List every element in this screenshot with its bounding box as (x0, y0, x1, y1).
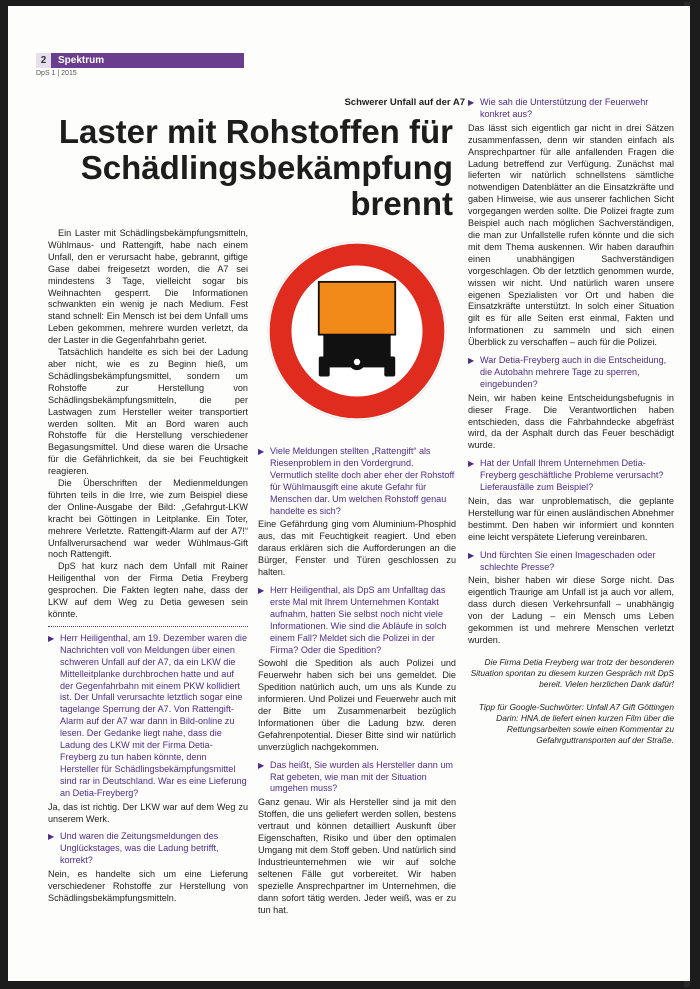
triangle-bullet-icon: ▶ (468, 459, 475, 469)
question-text: Und fürchten Sie einen Imageschaden oder schlechte Presse? (480, 549, 656, 572)
interview-question (48, 831, 248, 867)
interview-question (48, 633, 248, 800)
interview-answer: Ja, das ist richtig. Der LKW war auf dem Weg zu unserem Werk. (48, 801, 248, 824)
headline-line: Schädlingsbekämpfung (80, 149, 453, 186)
no-dangerous-goods-sign-icon (266, 240, 448, 422)
search-tip-detail: Darin: HNA.de liefert einen kurzen Film über die Rettungsarbeiten sowie einen Kommentar zu Gefahrguttransporten auf der Straße. (496, 712, 674, 745)
interview-question (468, 458, 674, 494)
paragraph: Tatsächlich handelte es sich bei der Ladung aber nicht, wie es zu Beginn hieß, um Schädlingsbekämpfungsmittel, sondern um Rohstoffe zur Herstellung von Schädlingsbekämpfungsmitteln, die per Lastwagen zum Hersteller weiter transportiert werden sollten. Mit an Bord waren auch Rohstoffe für die Herstellung verschiedener Begasungsmittel. Und diese waren die Ursache für die Gefährlichkeit, da sie bei Feuchtigkeit reagieren. (48, 347, 248, 477)
triangle-bullet-icon: ▶ (468, 550, 475, 560)
column-left (48, 228, 248, 905)
section-title: Spektrum (58, 55, 105, 66)
triangle-bullet-icon: ▶ (258, 585, 265, 595)
interview-answer: Eine Gefährdung ging vom Aluminium-Phosphid aus, das mit Feuchtigkeit reagiert. Und eben daraus erklären sich die Aufforderungen an die Bürger, Fenster und Türen geschlossen zu halten. (258, 519, 456, 578)
thanks-note: Die Firma Detia Freyberg war trotz der besonderen Situation spontan zu diesem kurzen Gespräch mit DpS bereit. Vielen herzlichen Dank dafür! (470, 656, 674, 689)
triangle-bullet-icon: ▶ (258, 760, 265, 770)
question-text: Herr Heiligenthal, am 19. Dezember waren die Nachrichten voll von Meldungen über einen schweren Unfall auf der A7, da ein LKW die Mittelleitplanke durchbrochen hatte und auf der Gegenfahrbahn mit einem PKW kollidiert ist. Der Unfall verursachte letztlich sogar eine tagelange Sperrung der A7. Von Rattengift-Alarm auf der A7 war dann in Bild-online zu lesen. Der Gedanke liegt nahe, dass die Ladung des LKW mit der Firma Detia-Freyberg zu tun haben könnte, denn Hersteller für Schädlingsbekämpfungsmittel sind rar in Deutschland. War es eine Lieferung an Detia-Freyberg? (60, 632, 248, 798)
question-text: Wie sah die Unterstützung der Feuerwehr konkret aus? (480, 97, 649, 119)
issue-label: DpS 1 | 2015 (36, 70, 77, 77)
question-text: Herr Heiligenthal, als DpS am Unfalltag das erste Mal mit Ihrem Unternehmen Kontakt aufnahm, hatten Sie selbst noch nicht viele Informationen. Wie sind die Abläufe in solch einem Fall? Meldet sich die Polizei in der Firma? Oder die Spedition? (270, 584, 447, 655)
interview-question (258, 446, 456, 517)
triangle-bullet-icon: ▶ (468, 98, 475, 107)
triangle-bullet-icon: ▶ (48, 633, 55, 643)
article-kicker: Schwerer Unfall auf der A7 (344, 97, 465, 108)
article-headline (48, 114, 453, 222)
interview-answer: Ganz genau. Wir als Hersteller sind ja mit den Stoffen, die uns geliefert werden sollen, bestens vertraut und können detailliert Auskunft über Eigenschaften, Risiko und über den optimalen Umgang mit dem Stoff geben. Und natürlich sind Industrieunternehmen wie wir auf solche seltenen Fälle gut vorbereitet. Wir haben spezielle Ansprechpartner im Unternehmen, die dann sofort tätig werden. Jeder weiß, was er zu tun hat. (258, 797, 456, 915)
paragraph: Ein Laster mit Schädlingsbekämpfungsmitteln, Wühlmaus- und Rattengift, habe nach einem Unfall, den er verursacht habe, gebrannt, giftige Gase dabei freigesetzt worden, die A7 sei mindestens 3 Tage, vielleicht sogar bis Weihnachten gesperrt. Die Informationen schwankten ein wenig je nach Medium. Fest stand schnell: Ein Mensch ist bei dem Unfall ums Leben gekommen, mehrere wurden verletzt, da der Laster in die Gegenfahrbahn geriet. (48, 228, 248, 346)
divider (48, 626, 248, 627)
magazine-page (8, 6, 690, 981)
headline-line: brennt (350, 185, 453, 222)
interview-question (258, 760, 456, 796)
section-bar (36, 53, 244, 68)
interview-question (468, 97, 674, 121)
triangle-bullet-icon: ▶ (48, 832, 55, 842)
paragraph: Die Überschriften der Medienmeldungen führten teils in die Irre, wie zum Beispiel diese der Online-Ausgabe der Bild: „Gefahrgut-LKW kracht bei Göttingen in Leitplanke. Ein Toter, mehrere Verletzte. Rattengift-Alarm auf der A7!“ Unfallverursachend war weder Wühlmaus-Gift noch Rattengift. (48, 478, 248, 560)
triangle-bullet-icon: ▶ (468, 356, 475, 366)
paragraph: DpS hat kurz nach dem Unfall mit Rainer Heiligenthal von der Firma Detia Freyberg gesprochen. Die Fakten legten nahe, dass der LKW auf dem Weg zu Detia gewesen sein könnte. (48, 561, 248, 619)
column-right (468, 97, 674, 746)
question-text: Das heißt, Sie wurden als Hersteller dann um Rat gebeten, wie man mit der Situation umgehen muss? (270, 759, 453, 794)
interview-question (468, 550, 674, 574)
search-tip: Tipp für Google-Suchwörter: Unfall A7 Gift Göttingen (478, 701, 674, 712)
headline-line: Laster mit Rohstoffen für (58, 113, 453, 150)
interview-answer: Nein, wir haben keine Entscheidungsbefugnis in dieser Frage. Die Verantwortlichen haben entschieden, dass die Fahrbahndecke abgefräst wird, da der Asphalt durch das Feuer beschädigt wurde. (468, 392, 674, 451)
interview-answer: Sowohl die Spedition als auch Polizei und Feuerwehr haben sich bei uns gemeldet. Die Spedition natürlich auch, um uns als Kunde zu informieren. Und Polizei und Feuerwehr auch mit der Bitte um Zusammenarbeit bezüglich Informationen über die Ladung bzw. deren Gefahrenpotential. Dieser Bitte sind wir natürlich unverzüglich nachgekommen. (258, 658, 456, 752)
interview-answer: Nein, das war unproblematisch, die geplante Herstellung war für einen ausländischen Abnehmer bestimmt. Den haben wir informiert und konnten eine leicht verspätete Lieferung vereinbaren. (468, 496, 674, 542)
interview-question (258, 585, 456, 656)
question-text: Hat der Unfall Ihrem Unternehmen Detia-Freyberg geschäftliche Probleme verursacht? Lieferausfälle zum Beispiel? (480, 458, 664, 493)
question-text: Und waren die Zeitungsmeldungen des Unglückstages, was die Ladung betrifft, korrekt? (60, 831, 219, 866)
column-middle (258, 446, 456, 916)
interview-answer: Nein, es handelte sich um eine Lieferung verschiedener Rohstoffe zur Herstellung von Schädlingsbekämpfungsmitteln. (48, 869, 248, 903)
interview-answer: Nein, bisher haben wir diese Sorge nicht. Das eigentlich Traurige am Unfall ist ja auch vor allem, dass durch diesen Verkehrsunfall – unabhängig von der Ladung – ein Mensch ums Leben gekommen ist und mehrere Menschen verletzt wurden. (468, 575, 674, 645)
question-text: War Detia-Freyberg auch in die Entscheidung, die Autobahn mehrere Tage zu sperren, eingebunden? (480, 355, 667, 389)
interview-question (468, 355, 674, 391)
page-number: 2 (36, 53, 51, 68)
interview-answer: Das lässt sich eigentlich gar nicht in drei Sätzen zusammenfassen, denn wir standen einfach als Ansprechpartner für alle anfallenden Fragen die Ladung betreffend zur Verfügung. Zunächst mal lieferten wir natürlich schnellstens sämtliche notwendigen Datenblätter an die Einsatzkräfte und gaben Hinweise, wie aus unserer fachlichen Sicht vorgegangen werden sollte. Die Polizei fragte zum Beispiel auch nach möglichen Sachverständigen, die man zur Unfallstelle rufen könnte und die sich mit dem Thema auskennen. Wir haben daraufhin einen unabhängigen Sachverständigen vorgeschlagen. Ob der letztlich genommen wurde, wissen wir nicht. Und natürlich waren unsere eigenen Spezialisten vor Ort und haben die Einsatzkräfte unterstützt. In solch einer Situation gilt es für alle Seiten erst einmal, Fakten und Informationen zu sammeln und sich einen Überblick zu verschaffen – auch für die Polizei. (468, 122, 674, 348)
triangle-bullet-icon: ▶ (258, 447, 265, 456)
question-text: Viele Meldungen stellten „Rattengift“ als Riesenproblem in den Vordergrund. Vermutlich stellte doch aber eher der Rohstoff für Wühlmausgift eine akute Gefahr für Menschen dar. Um welchen Rohstoff genau handelte es sich? (270, 446, 455, 516)
